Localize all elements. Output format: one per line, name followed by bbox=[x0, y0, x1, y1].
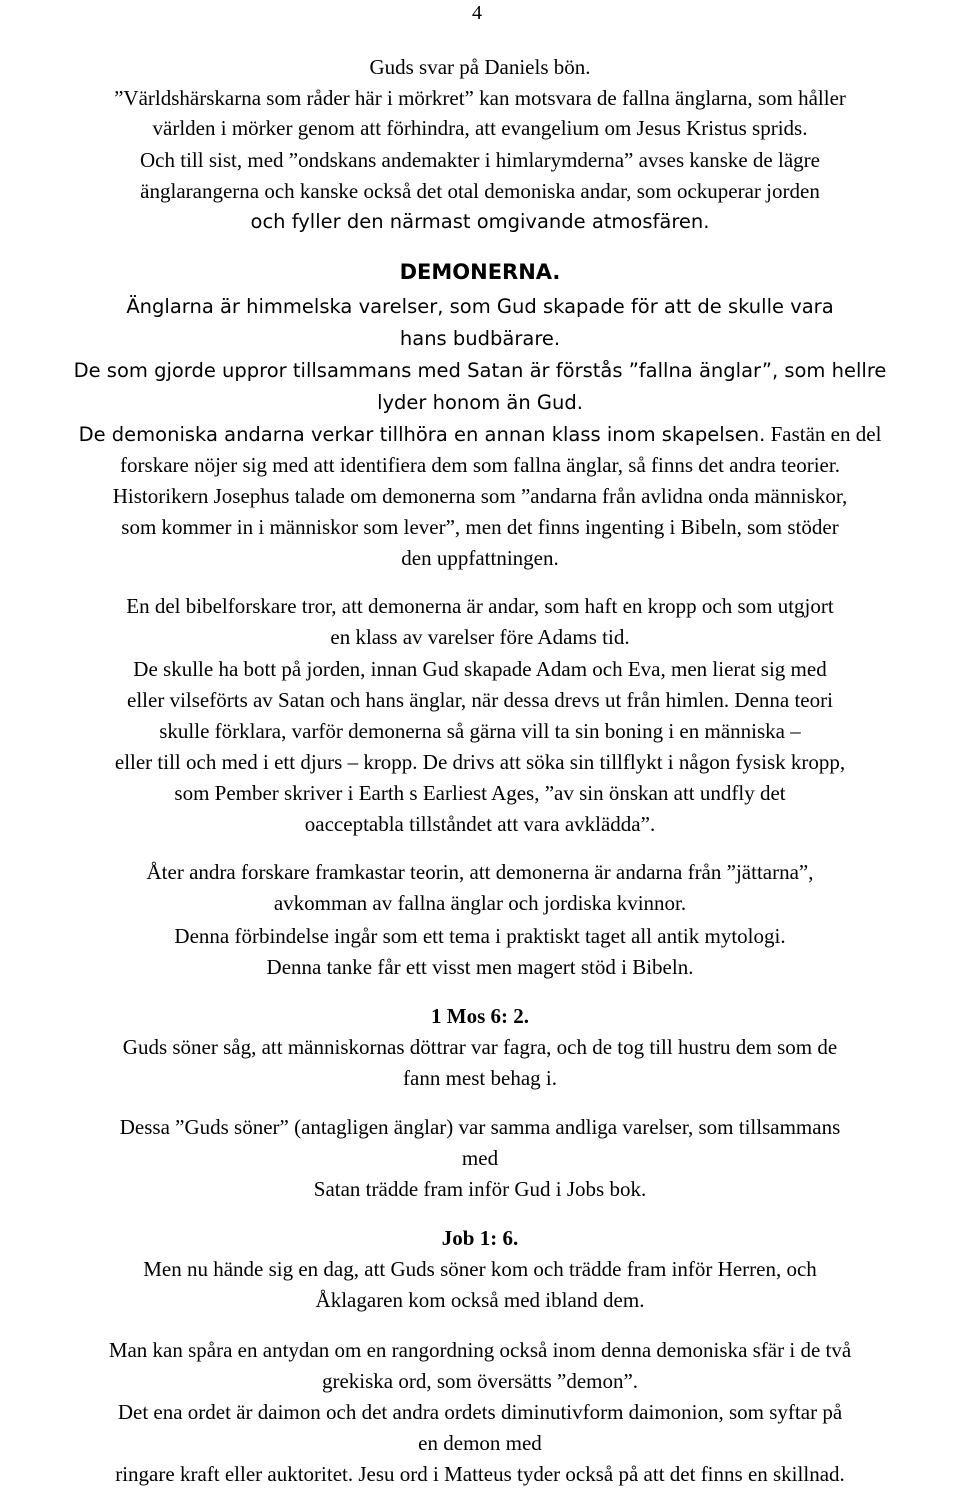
text-line: Åklagaren kom också med ibland dem. bbox=[315, 1288, 645, 1312]
text-line: En del bibelforskare tror, att demonerna är andar, som haft en kropp och som utgjort bbox=[126, 594, 834, 618]
text-line: skulle förklara, varför demonerna så gärna vill ta sin boning i en människa – bbox=[159, 719, 801, 743]
text-line: som kommer in i människor som lever”, men det finns ingenting i Bibeln, som stöder bbox=[121, 515, 839, 539]
text-line: änglarangerna och kanske också det otal demoniska andar, som ockuperar jorden bbox=[140, 179, 820, 203]
text-span: Fastän en del bbox=[770, 422, 882, 446]
text-span: De demoniska andarna verkar tillhöra en annan klass inom skapelsen. bbox=[78, 423, 766, 446]
text-line: Och till sist, med ”ondskans andemakter i himlarymderna” avses kanske de lägre bbox=[140, 148, 820, 172]
text-line: Guds söner såg, att människornas döttrar var fagra, och de tog till hustru dem som de bbox=[122, 1035, 838, 1059]
heading-demonerna: DEMONERNA. bbox=[399, 260, 561, 284]
text-line: den uppfattningen. bbox=[401, 546, 559, 570]
text-line: Denna tanke får ett visst men magert stöd i Bibeln. bbox=[266, 955, 694, 979]
text-line: eller till och med i ett djurs – kropp. De drivs att söka sin tillflykt i någon fysisk kropp, bbox=[114, 750, 846, 774]
text-line: hans budbärare. bbox=[399, 327, 561, 350]
text-line: oacceptabla tillståndet att vara avklädda”. bbox=[304, 812, 656, 836]
text-line: Satan trädde fram inför Gud i Jobs bok. bbox=[313, 1177, 647, 1201]
text-line: Dessa ”Guds söner” (antagligen änglar) var samma andliga varelser, som tillsammans bbox=[119, 1115, 841, 1139]
text-line: och fyller den närmast omgivande atmosfären. bbox=[250, 210, 710, 233]
text-line: en demon med bbox=[418, 1431, 542, 1455]
bible-reference-job: Job 1: 6. bbox=[441, 1226, 519, 1250]
text-line: världen i mörker genom att förhindra, att evangelium om Jesus Kristus sprids. bbox=[152, 116, 808, 140]
text-line: som Pember skriver i Earth s Earliest Ages, ”av sin önskan att undfly det bbox=[174, 781, 786, 805]
text-line: Historikern Josephus talade om demonerna som ”andarna från avlidna onda människor, bbox=[112, 484, 848, 508]
text-line: Åter andra forskare framkastar teorin, att demonerna är andarna från ”jättarna”, bbox=[146, 860, 814, 884]
text-line: Änglarna är himmelska varelser, som Gud skapade för att de skulle vara bbox=[126, 295, 834, 318]
text-line: Denna förbindelse ingår som ett tema i praktiskt taget all antik mytologi. bbox=[174, 924, 786, 948]
text-line: grekiska ord, som översätts ”demon”. bbox=[321, 1369, 639, 1393]
text-line: De skulle ha bott på jorden, innan Gud skapade Adam och Eva, men lierat sig med bbox=[133, 657, 827, 681]
text-line: en klass av varelser före Adams tid. bbox=[330, 625, 630, 649]
text-line-mixed bbox=[0, 424, 960, 445]
text-line: forskare nöjer sig med att identifiera dem som fallna änglar, så finns det andra teorier. bbox=[120, 453, 840, 477]
text-line: ringare kraft eller auktoritet. Jesu ord i Matteus tyder också på att det finns en skillnad. bbox=[115, 1462, 845, 1486]
text-line: lyder honom än Gud. bbox=[377, 391, 583, 414]
text-line: med bbox=[461, 1146, 499, 1170]
text-line: eller vilseförts av Satan och hans änglar, när dessa drevs ut från himlen. Denna teori bbox=[127, 688, 833, 712]
text-line: Man kan spåra en antydan om en rangordning också inom denna demoniska sfär i de två bbox=[108, 1338, 852, 1362]
text-line: ”Världshärskarna som råder här i mörkret” kan motsvara de fallna änglarna, som håller bbox=[114, 86, 846, 110]
text-line: De som gjorde uppror tillsammans med Satan är förstås ”fallna änglar”, som hellre bbox=[73, 359, 887, 382]
text-line: avkomman av fallna änglar och jordiska kvinnor. bbox=[273, 891, 687, 915]
text-line: Det ena ordet är daimon och det andra ordets diminutivform daimonion, som syftar på bbox=[117, 1400, 843, 1424]
page-number: 4 bbox=[472, 2, 482, 24]
bible-reference-1-mos: 1 Mos 6: 2. bbox=[431, 1004, 529, 1028]
text-line: fann mest behag i. bbox=[403, 1066, 557, 1090]
section-title-guds-svar: Guds svar på Daniels bön. bbox=[369, 55, 591, 79]
text-line: Men nu hände sig en dag, att Guds söner kom och trädde fram inför Herren, och bbox=[143, 1257, 817, 1281]
